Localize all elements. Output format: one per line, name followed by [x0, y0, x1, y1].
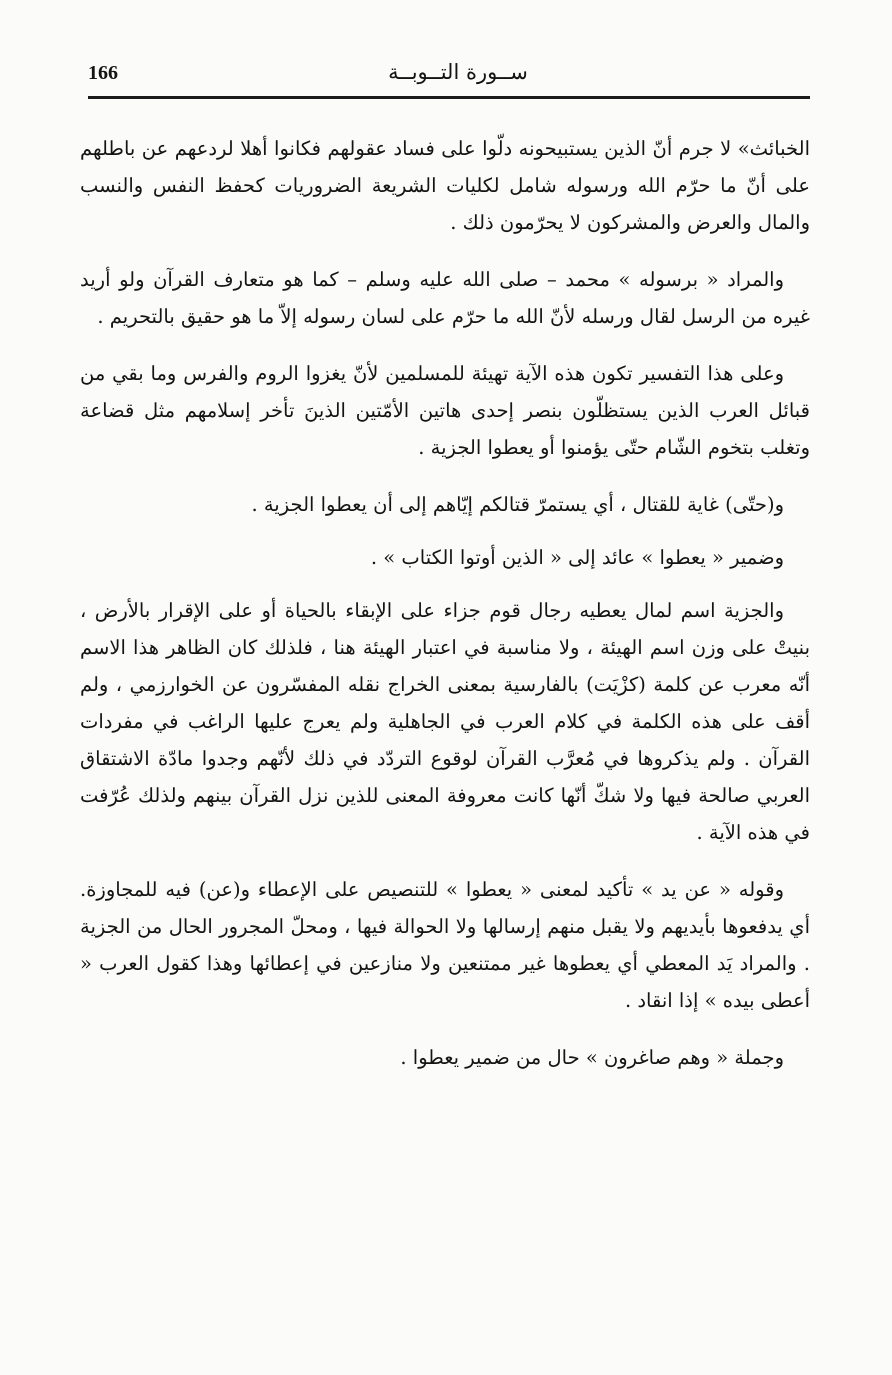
- page-body: [80, 130, 810, 1096]
- paragraph: وقوله « عن يد » تأكيد لمعنى « يعطوا » للتنصيص على الإعطاء و(عن) فيه للمجاوزة. أي يدفعوها بأيديهم ولا يقبل منهم إرسالها ولا الحوالة فيها ، ومحلّ المجرور الحال من الجزية . والمراد يَد المعطي أي يعطوها غير ممتنعين ولا منازعين في إعطائها وهذا كقول العرب « أعطى بيده » إذا انقاد .: [80, 878, 810, 1012]
- paragraph: و(حتّى) غاية للقتال ، أي يستمرّ قتالكم إيّاهم إلى أن يعطوا الجزية .: [251, 493, 784, 516]
- page-number: 166: [88, 62, 118, 84]
- paragraph: والجزية اسم لمال يعطيه رجال قوم جزاء على الإبقاء بالحياة أو على الإقرار بالأرض ، بنيتْ على وزن اسم الهيئة ، ولا مناسبة في اعتبار الهيئة هنا ، فلذلك كان الظاهر هذا الاسم أنّه معرب عن كلمة (كزْيَت) بالفارسية بمعنى الخراج نقله المفسّرون عن الخوارزمي ، ولم أقف على هذه الكلمة في كلام العرب في الجاهلية ولم يعرج عليها الراغب في مفردات القرآن . ولم يذكروها في مُعرَّب القرآن لوقوع التردّد في ذلك لأنّهم وجدوا مادّة الاشتقاق العربي صالحة فيها ولا شكّ أنّها كانت معروفة المعنى للذين نزل القرآن بينهم ولذلك عُرّفت في هذه الآية .: [80, 599, 810, 844]
- paragraph: الخبائث» لا جرم أنّ الذين يستبيحونه دلّوا على فساد عقولهم فكانوا أهلا لردعهم عن باطلهم على أنّ ما حرّم الله ورسوله شامل لكليات الشريعة الضروريات كحفظ النفس والنسب والمال والعرض والمشركون لا يحرّمون ذلك .: [80, 137, 810, 234]
- paragraph: والمراد « برسوله » محمد – صلى الله عليه وسلم – كما هو متعارف القرآن ولو أريد غيره من الرسل لقال ورسله لأنّ الله ما حرّم على لسان رسوله إلاّ ما هو حقيق بالتحريم .: [80, 268, 810, 328]
- header-rule: [88, 96, 810, 99]
- paragraph: وضمير « يعطوا » عائد إلى « الذين أوتوا الكتاب » .: [370, 546, 784, 569]
- running-title: ســورة التــوبــة: [388, 60, 528, 84]
- paragraph: وعلى هذا التفسير تكون هذه الآية تهيئة للمسلمين لأنّ يغزوا الروم والفرس وما بقي من قبائل العرب الذين يستظلّون بنصر إحدى هاتين الأمّتين الذينَ تأخر إسلامهم مثل قضاعة وتغلب بتخوم الشّام حتّى يؤمنوا أو يعطوا الجزية .: [80, 362, 810, 459]
- paragraph: وجملة « وهم صاغرون » حال من ضمير يعطوا .: [400, 1046, 784, 1069]
- page-header: [88, 56, 810, 94]
